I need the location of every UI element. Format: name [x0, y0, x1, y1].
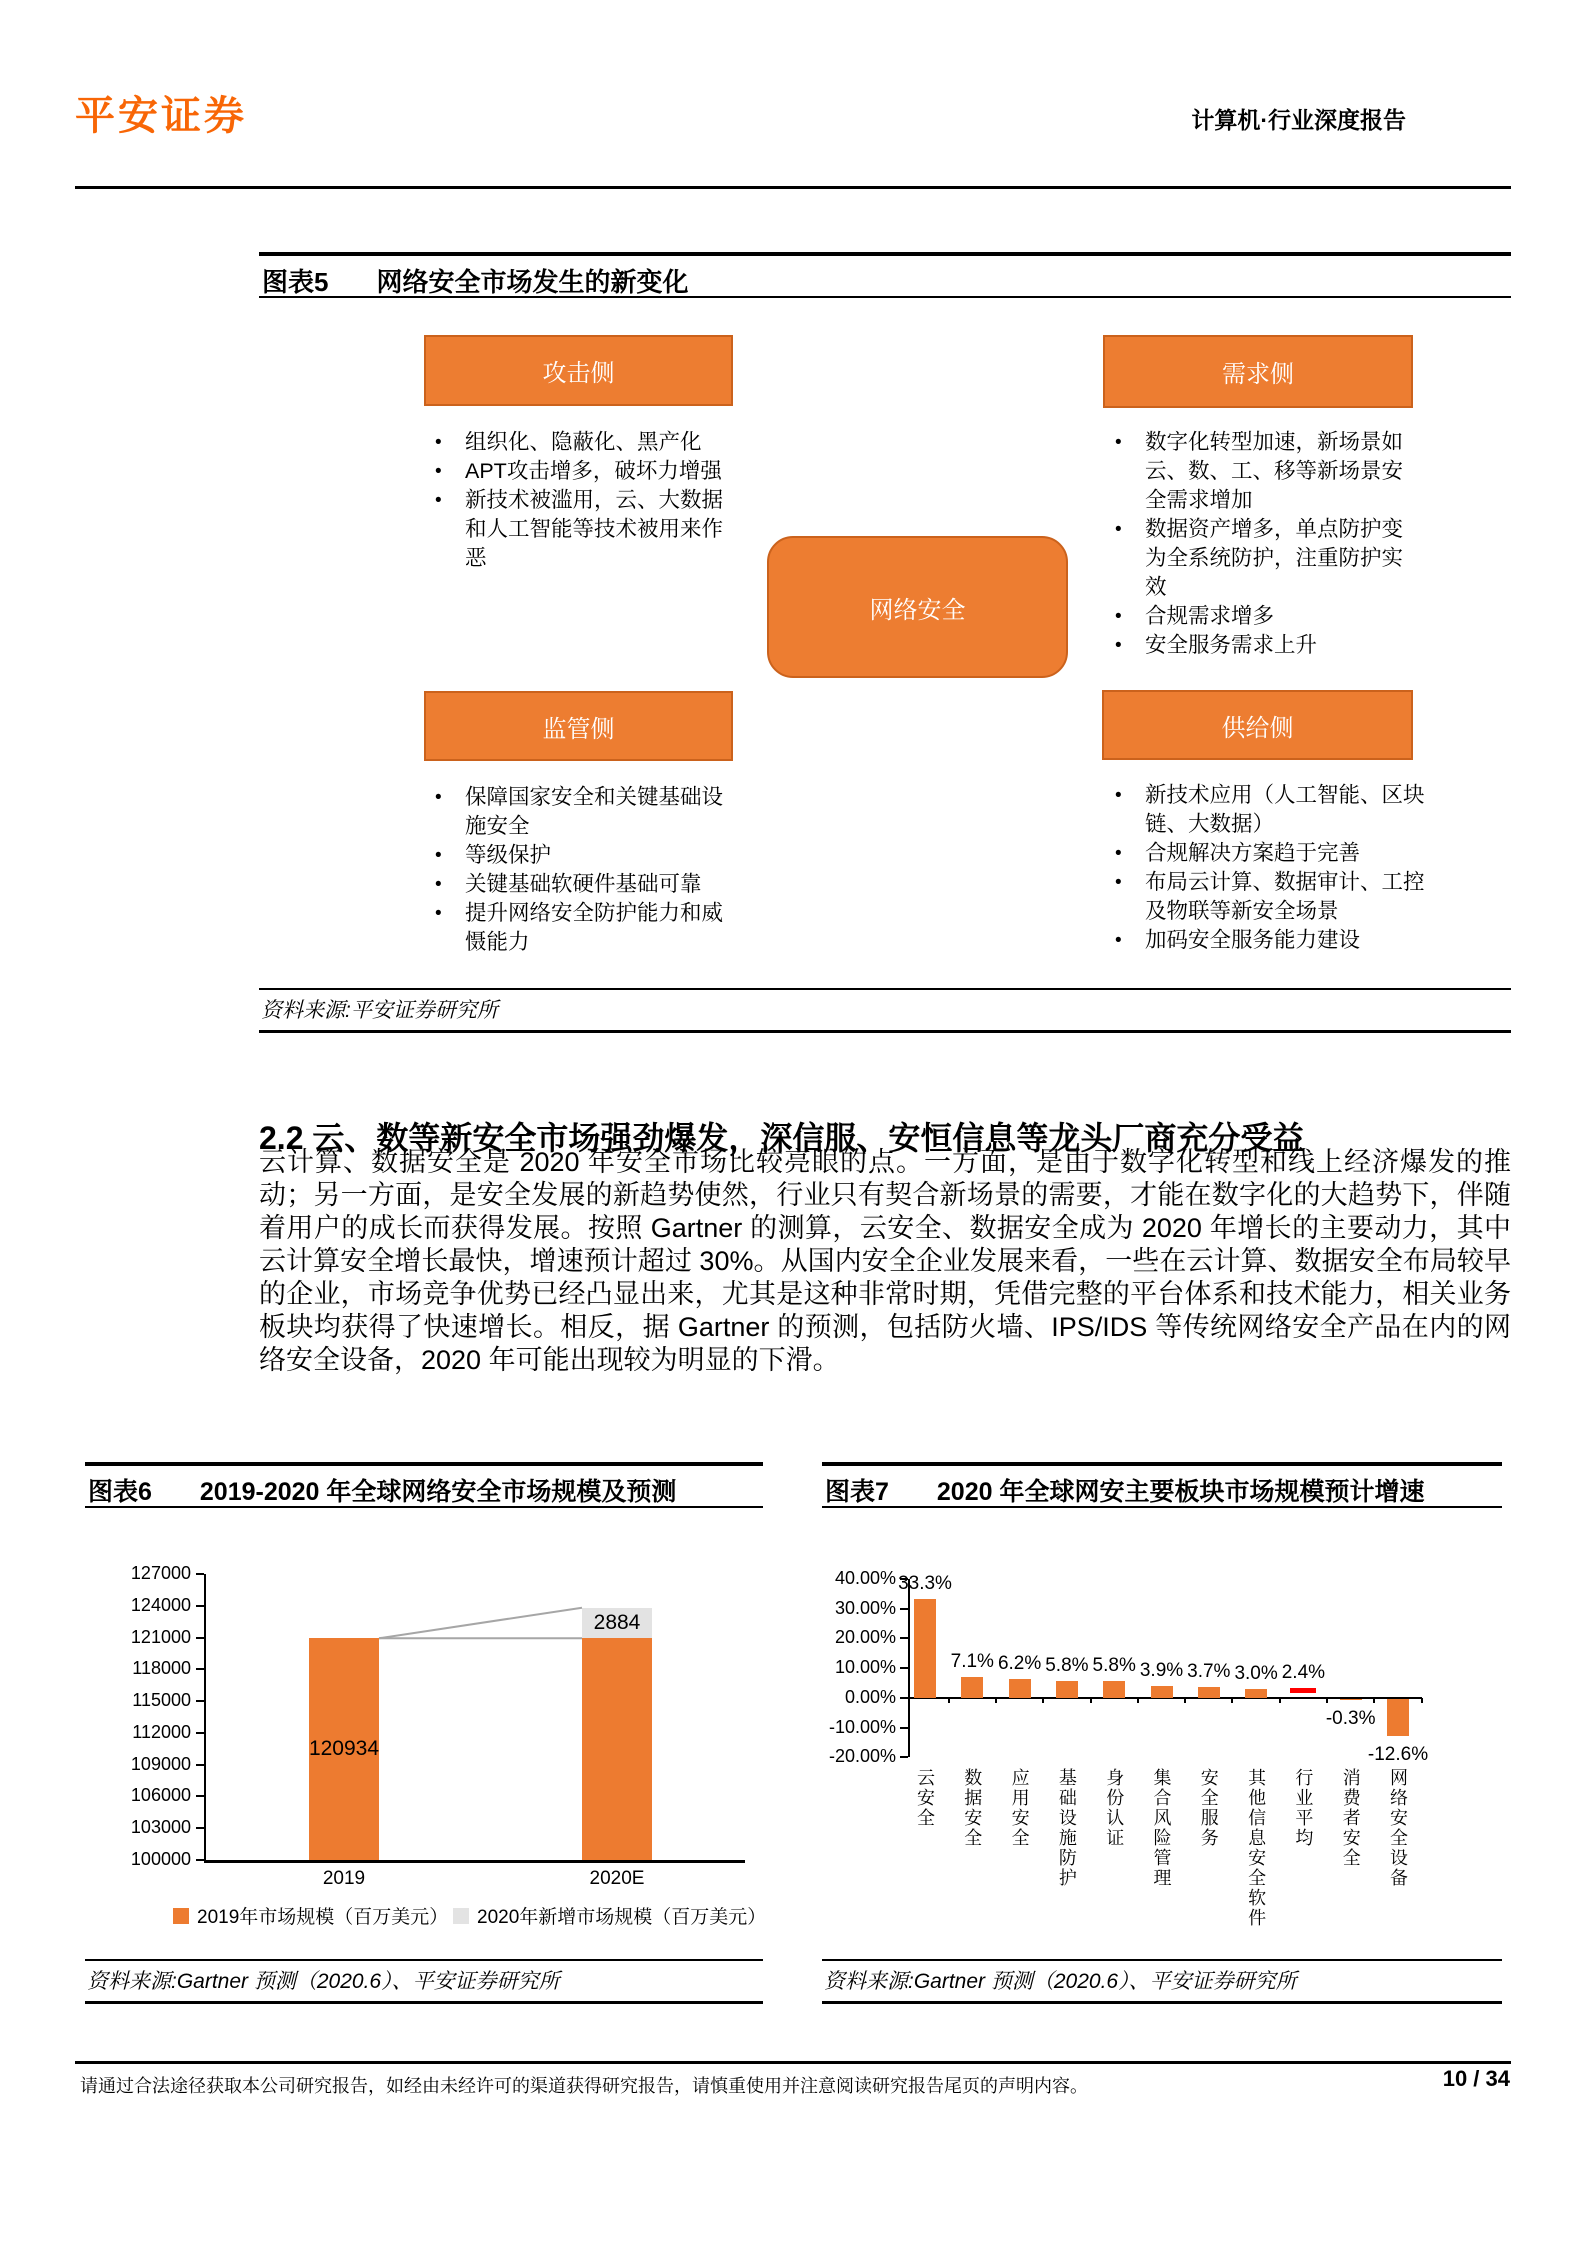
bar-value-label: -0.3% [1325, 1707, 1376, 1729]
bullet-dot: • [435, 903, 442, 924]
bullet-item [435, 486, 735, 573]
figure5-block [259, 252, 1511, 1033]
bullet-item [435, 457, 735, 486]
legend-label: 2020年新增市场规模（百万美元） [477, 1907, 767, 1928]
bar-6 [1198, 1687, 1220, 1698]
bar-2020e-base [582, 1638, 652, 1860]
x-axis-category-label: 安全服务 [1198, 1768, 1219, 1848]
industry-average-marker [1290, 1688, 1316, 1693]
bullet-item [1115, 602, 1421, 631]
bullet-text: 合规解决方案趋于完善 [1145, 841, 1361, 865]
attack-side-label: 攻击侧 [542, 360, 615, 387]
bullet-text: 提升网络安全防护能力和威慑能力 [465, 901, 724, 954]
y-axis-tick-label: 30.00% [834, 1597, 896, 1618]
section-heading: 2.2 云、数等新安全市场强劲爆发，深信服、安恒信息等龙头厂商充分受益 [259, 1119, 1305, 1156]
figure7-source: 资料来源:Gartner 预测（2020.6）、平安证券研究所 [822, 1959, 1502, 2004]
x-axis-category-label: 其他信息安全软件 [1246, 1768, 1267, 1928]
bar-value-label: 3.0% [1234, 1662, 1278, 1684]
y-axis-tick-label: 0.00% [844, 1686, 896, 1707]
bullet-dot: • [1115, 519, 1122, 540]
y-axis-tick-label: 112000 [132, 1721, 191, 1742]
bar-value-label: 3.7% [1187, 1660, 1231, 1682]
bar-value-label: 7.1% [950, 1650, 994, 1672]
x-axis-category-label: 基础设施防护 [1056, 1768, 1077, 1888]
x-axis-tick-mark [1137, 1698, 1139, 1703]
bullet-item [435, 783, 735, 841]
y-axis-tick-mark [196, 1795, 204, 1797]
supply-side-label: 供给侧 [1221, 714, 1294, 742]
bar-value-label: 2884 [593, 1610, 641, 1634]
body-paragraph: 云计算、数据安全是 2020 年安全市场比较亮眼的点。一方面，是由于数字化转型和线上经济爆发的推动；另一方面，是安全发展的新趋势使然，行业只有契合新场景的需要，才能在数字化的大趋势下，伴随着用户的成长而获得发展。按照 Gartner 的测算，云安全、数据安全成为 2020 年增长的主要动力，其中云计算安全增长最快，增速预计超过 30%。从国内安全企业发展来看，一些在云计算、数据安全布局较早的企业，市场竞争优势已经凸显出来，尤其是这种非常时期，凭借完整的平台体系和技术能力，相关业务板块均获得了快速增长。相反，据 Gartner 的预测，包括防火墙、IPS/IDS 等传统网络安全产品在内的网络安全设备，2020 年可能出现较为明显的下滑。 [259, 1147, 1511, 1375]
y-axis-tick-mark [196, 1732, 204, 1734]
x-axis-tick-mark [1279, 1698, 1281, 1703]
bullet-item [1115, 631, 1421, 660]
bar-1 [961, 1677, 983, 1698]
bar-4 [1103, 1681, 1125, 1698]
bullet-dot: • [1115, 930, 1122, 951]
figure7-title-text: 2020 年全球网安主要板块市场规模预计增速 [936, 1478, 1425, 1506]
y-axis-tick-mark [900, 1608, 908, 1610]
y-axis-tick-label: 118000 [132, 1658, 191, 1679]
bar-value-label: 2.4% [1281, 1661, 1326, 1683]
figure6-label: 图表6 [88, 1478, 152, 1506]
bullet-dot: • [435, 490, 442, 511]
regulation-side-label: 监管侧 [542, 715, 615, 743]
bullet-dot: • [435, 787, 442, 808]
y-axis-tick-mark [196, 1637, 204, 1639]
bullet-dot: • [1115, 606, 1122, 627]
x-axis-category-label: 云安全 [915, 1768, 935, 1828]
bullet-dot: • [1115, 635, 1122, 656]
regulation-side-box [424, 691, 733, 761]
bullet-item [1115, 868, 1427, 926]
bar-0 [914, 1599, 936, 1698]
figure7-chart [822, 1508, 1502, 1959]
bar-9 [1340, 1699, 1362, 1700]
legend-swatch [453, 1908, 469, 1924]
bullet-dot: • [435, 845, 442, 866]
footer-disclaimer: 请通过合法途径获取本公司研究报告，如经由未经许可的渠道获得研究报告，请慎重使用并注意阅读研究报告尾页的声明内容。 [80, 2076, 1088, 2096]
footer-divider [75, 2061, 1511, 2064]
x-axis-category-label: 身份认证 [1104, 1768, 1125, 1848]
bar-3 [1056, 1681, 1078, 1698]
bullet-text: 数字化转型加速，新场景如云、数、工、移等新场景安全需求增加 [1145, 430, 1404, 512]
x-axis-tick-mark [948, 1698, 950, 1703]
x-axis-tick-mark [1326, 1698, 1328, 1703]
x-axis-category-label: 2019 [322, 1868, 366, 1889]
x-axis-tick-mark [1421, 1698, 1423, 1703]
legend-label: 2019年市场规模（百万美元） [197, 1907, 449, 1928]
y-axis-tick-label: 20.00% [834, 1627, 896, 1648]
x-axis-category-label: 行业平均 [1293, 1768, 1314, 1848]
bullet-dot: • [1115, 432, 1122, 453]
figure5-title-text: 网络安全市场发生的新变化 [376, 267, 689, 297]
supply-side-box [1102, 690, 1413, 760]
x-axis-category-label: 数据安全 [962, 1768, 983, 1848]
figure5-title [259, 252, 1511, 298]
y-axis-tick-mark [900, 1727, 908, 1729]
y-axis-tick-mark [196, 1859, 204, 1861]
figure6-title-text: 2019-2020 年全球网络安全市场规模及预测 [199, 1478, 677, 1506]
bullet-item [1115, 781, 1427, 839]
y-axis-tick-mark [196, 1573, 204, 1575]
demand-side-label: 需求侧 [1222, 361, 1294, 388]
y-axis-tick-label: 124000 [130, 1594, 191, 1615]
bullet-dot: • [1115, 785, 1122, 806]
y-axis-tick-mark [900, 1756, 908, 1758]
y-axis-tick-label: -10.00% [828, 1716, 896, 1737]
page-number: 10 / 34 [1442, 2066, 1510, 2091]
x-axis-category-label: 应用安全 [1009, 1768, 1030, 1848]
x-axis-tick-mark [1090, 1698, 1092, 1703]
bullet-text: 安全服务需求上升 [1145, 633, 1318, 657]
x-axis-category-label: 2020E [589, 1868, 645, 1889]
bullet-dot: • [1115, 872, 1122, 893]
x-axis-category-label: 集合风险管理 [1151, 1768, 1172, 1888]
bar-10 [1387, 1699, 1409, 1736]
figure6-block [85, 1462, 767, 2004]
x-axis-category-label: 消费者安全 [1340, 1768, 1361, 1868]
network-security-label: 网络安全 [869, 596, 966, 624]
bullet-text: APT攻击增多，破坏力增强 [465, 459, 722, 483]
figure6-chart [85, 1508, 767, 1959]
y-axis-tick-mark [900, 1637, 908, 1639]
bullet-text: 新技术应用（人工智能、区块链、大数据） [1145, 783, 1425, 836]
bullet-item [435, 870, 735, 899]
figure5-label: 图表5 [262, 267, 329, 297]
demand-side-bullets [1115, 428, 1421, 660]
y-axis-tick-label: 10.00% [834, 1657, 896, 1678]
y-axis-tick-label: 109000 [130, 1753, 191, 1774]
bullet-item [435, 841, 735, 870]
attack-side-bullets [435, 428, 735, 573]
y-axis-tick-label: 100000 [130, 1849, 191, 1869]
x-axis-line [204, 1860, 745, 1863]
y-axis-tick-mark [196, 1605, 204, 1607]
x-axis-tick-mark [1373, 1698, 1375, 1703]
bullet-text: 保障国家安全和关键基础设施安全 [465, 785, 724, 838]
figure7-block [822, 1462, 1502, 2004]
bullet-item [435, 428, 735, 457]
y-axis-line [908, 1579, 910, 1757]
legend-swatch [173, 1908, 189, 1924]
bar-value-label: 33.3% [898, 1572, 952, 1594]
y-axis-tick-label: 115000 [132, 1690, 191, 1711]
bar-value-label: 6.2% [997, 1653, 1042, 1675]
bullet-dot: • [1115, 843, 1122, 864]
y-axis-tick-mark [196, 1668, 204, 1670]
y-axis-tick-label: 40.00% [834, 1568, 896, 1588]
supply-side-bullets [1115, 781, 1427, 955]
header-divider [75, 186, 1511, 189]
bullet-item [1115, 428, 1421, 515]
pingan-securities-logo: 平安证券 [75, 94, 247, 138]
bar-value-label: 5.8% [1092, 1654, 1136, 1676]
y-axis-tick-label: 121000 [130, 1626, 191, 1647]
figure5-diagram [259, 298, 1511, 988]
bar-value-label: 120934 [308, 1737, 380, 1761]
bullet-dot: • [435, 874, 442, 895]
bar-value-label: 3.9% [1139, 1660, 1184, 1682]
demand-side-box [1103, 335, 1413, 408]
bullet-text: 等级保护 [465, 843, 552, 867]
y-axis-tick-mark [196, 1827, 204, 1829]
y-axis-tick-mark [196, 1700, 204, 1702]
bullet-item [1115, 839, 1427, 868]
regulation-side-bullets [435, 783, 735, 957]
y-axis-tick-mark [196, 1764, 204, 1766]
attack-side-box [424, 335, 733, 406]
y-axis-line [204, 1574, 206, 1860]
bullet-text: 布局云计算、数据审计、工控及物联等新安全场景 [1145, 870, 1425, 923]
network-security-center-box [767, 536, 1068, 678]
legend-item [453, 1902, 767, 1929]
legend-item [173, 1902, 448, 1929]
bullet-text: 数据资产增多，单点防护变为全系统防护，注重防护实效 [1145, 517, 1404, 599]
bar-5 [1151, 1686, 1173, 1698]
figure6-title [85, 1462, 763, 1508]
bar-7 [1245, 1689, 1267, 1698]
bullet-item [435, 899, 735, 957]
x-axis-category-label: 网络安全设备 [1388, 1768, 1408, 1888]
bar-value-label: -12.6% [1367, 1744, 1429, 1766]
y-axis-tick-mark [900, 1697, 908, 1699]
bullet-text: 加码安全服务能力建设 [1145, 928, 1361, 952]
bullet-text: 合规需求增多 [1145, 604, 1275, 628]
y-axis-tick-label: 103000 [130, 1817, 191, 1838]
bullet-dot: • [435, 461, 442, 482]
bullet-item [1115, 515, 1421, 602]
y-axis-tick-mark [900, 1667, 908, 1669]
figure7-label: 图表7 [825, 1478, 889, 1506]
y-axis-tick-label: 106000 [130, 1785, 191, 1806]
figure5-source: 资料来源:平安证券研究所 [259, 988, 1511, 1033]
bullet-dot: • [435, 432, 442, 453]
y-axis-tick-label: 127000 [130, 1563, 191, 1583]
bullet-text: 组织化、隐蔽化、黑产化 [465, 430, 702, 454]
bullet-text: 新技术被滥用，云、大数据和人工智能等技术被用来作恶 [465, 488, 724, 570]
bullet-text: 关键基础软硬件基础可靠 [465, 872, 702, 896]
x-axis-tick-mark [995, 1698, 997, 1703]
bar-2 [1009, 1679, 1031, 1697]
bullet-item [1115, 926, 1427, 955]
x-axis-tick-mark [1184, 1698, 1186, 1703]
figure7-title [822, 1462, 1502, 1508]
x-axis-tick-mark [1042, 1698, 1044, 1703]
x-axis-tick-mark [1231, 1698, 1233, 1703]
figure6-source: 资料来源:Gartner 预测（2020.6）、平安证券研究所 [85, 1959, 763, 2004]
report-type-label: 计算机·行业深度报告 [1191, 107, 1406, 133]
bar-value-label: 5.8% [1045, 1654, 1089, 1676]
y-axis-tick-label: -20.00% [828, 1746, 896, 1767]
